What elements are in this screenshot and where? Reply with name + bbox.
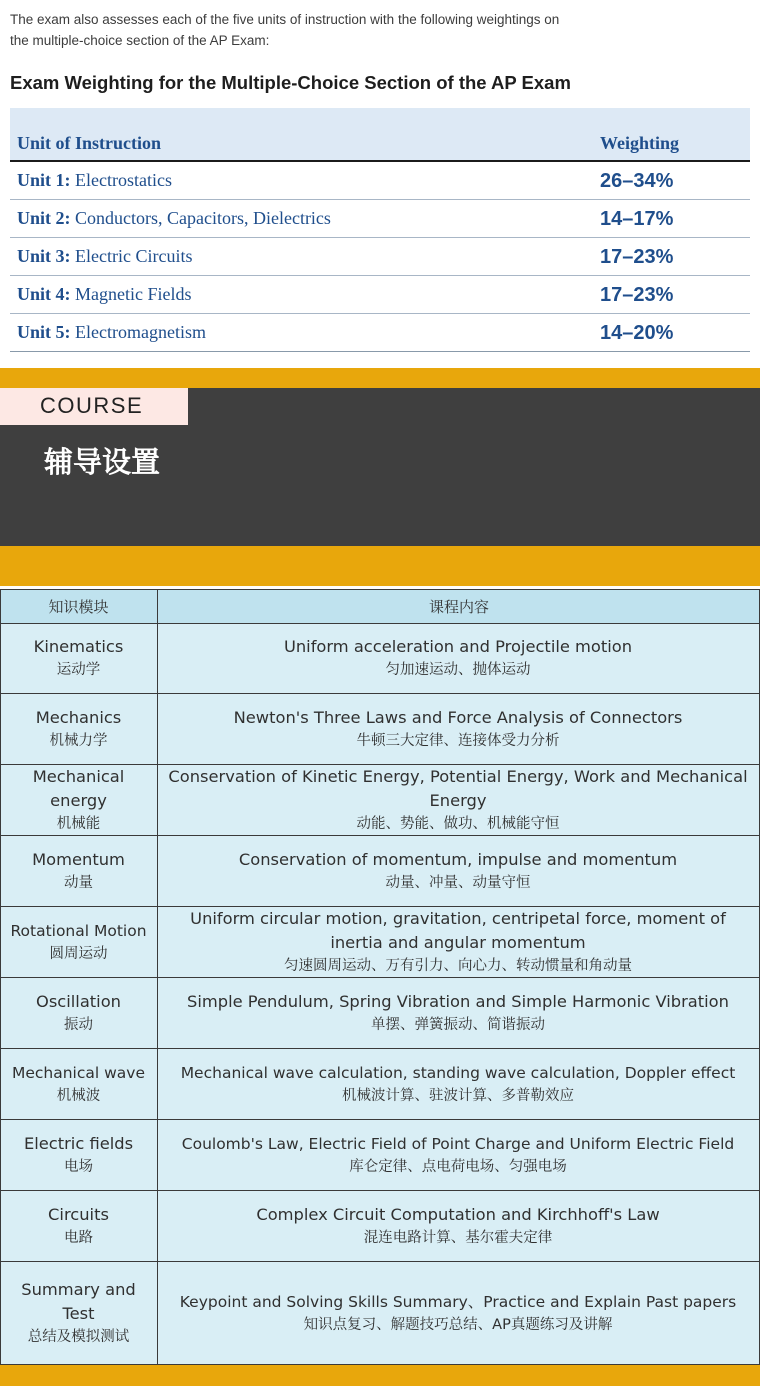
unit-weight: 14–20% (600, 322, 674, 344)
unit-weight: 14–17% (600, 208, 674, 230)
table-row (0, 623, 760, 694)
course-table (0, 589, 760, 1365)
table-row (0, 1049, 760, 1120)
content-zh: 单摆、弹簧振动、简谐振动 (371, 1017, 545, 1033)
accent-stripe (0, 368, 760, 388)
content-zh: 匀加速运动、抛体运动 (385, 662, 531, 678)
course-tag (0, 388, 188, 425)
unit-name: Electric Circuits (75, 246, 193, 266)
weighting-table (10, 108, 750, 352)
exam-intro-text: The exam also assesses each of the five units of instruction with the following weightings on the multiple-choice section of the AP Exam: (10, 12, 560, 48)
table-row (0, 836, 760, 907)
unit-label: Unit 3: (17, 246, 71, 266)
unit-name: Electrostatics (75, 170, 172, 190)
weighting-row (10, 162, 750, 200)
unit-label: Unit 1: (17, 170, 71, 190)
weighting-column-header: Weighting (600, 133, 680, 153)
content-zh: 混连电路计算、基尔霍夫定律 (363, 1230, 553, 1246)
table-row (0, 978, 760, 1049)
module-name-zh: 机械波 (56, 1088, 101, 1104)
unit-name: Magnetic Fields (75, 284, 192, 304)
weighting-row (10, 276, 750, 314)
course-table-header (0, 589, 760, 624)
unit-label: Unit 2: (17, 208, 71, 228)
unit-label: Unit 5: (17, 322, 71, 342)
unit-column-header: Unit of Instruction (17, 133, 162, 153)
module-name-en: Rotational Motion (10, 922, 147, 940)
content-en: Conservation of Kinetic Energy, Potential Energy, Work and Mechanical Energy (168, 767, 748, 810)
unit-label: Unit 4: (17, 284, 71, 304)
content-en: Keypoint and Solving Skills Summary、Practice and Explain Past papers (179, 1293, 737, 1311)
content-zh: 机械波计算、驻波计算、多普勒效应 (342, 1088, 574, 1104)
content-zh: 动量、冲量、动量守恒 (385, 875, 531, 891)
module-column-header: 知识模块 (48, 598, 109, 616)
module-name-en: Mechanical energy (32, 767, 125, 810)
module-name-zh: 机械力学 (49, 733, 108, 749)
table-row (0, 1191, 760, 1262)
content-zh: 匀速圆周运动、万有引力、向心力、转动惯量和角动量 (284, 958, 632, 974)
module-name-en: Momentum (32, 850, 125, 869)
table-row (0, 1120, 760, 1191)
content-en: Simple Pendulum, Spring Vibration and Simple Harmonic Vibration (187, 992, 729, 1011)
content-en: Uniform acceleration and Projectile motion (283, 637, 633, 656)
content-en: Uniform circular motion, gravitation, centripetal force, moment of inertia and angular momentum (190, 909, 726, 952)
content-zh: 动能、势能、做功、机械能守恒 (356, 816, 560, 832)
module-name-zh: 机械能 (56, 816, 101, 832)
table-row (0, 907, 760, 978)
module-name-zh: 电路 (64, 1230, 93, 1246)
module-name-en: Mechanics (35, 708, 122, 727)
unit-name: Conductors, Capacitors, Dielectrics (75, 208, 331, 228)
content-en: Mechanical wave calculation, standing wave calculation, Doppler effect (180, 1064, 736, 1082)
content-en: Conservation of momentum, impulse and momentum (238, 850, 678, 869)
weighting-row (10, 314, 750, 352)
content-en: Newton's Three Laws and Force Analysis of Connectors (233, 708, 683, 727)
exam-weighting-section (0, 0, 760, 368)
module-name-zh: 圆周运动 (49, 946, 108, 962)
content-column-header: 课程内容 (428, 598, 489, 616)
accent-stripe (0, 1365, 760, 1386)
accent-stripe (0, 546, 760, 586)
column-divider (157, 589, 158, 1365)
module-name-zh: 电场 (64, 1159, 93, 1175)
module-name-en: Circuits (48, 1205, 109, 1224)
module-name-zh: 振动 (64, 1017, 93, 1033)
module-name-zh: 动量 (64, 875, 93, 891)
weighting-row (10, 238, 750, 276)
weighting-table-header (10, 108, 750, 162)
module-name-en: Kinematics (33, 637, 124, 656)
table-row (0, 1262, 760, 1364)
content-zh: 牛顿三大定律、连接体受力分析 (356, 733, 560, 749)
table-row (0, 765, 760, 836)
module-name-zh: 总结及模拟测试 (27, 1329, 130, 1345)
module-name-en: Summary and Test (21, 1280, 136, 1323)
content-en: Coulomb's Law, Electric Field of Point Charge and Uniform Electric Field (181, 1135, 735, 1153)
module-name-en: Mechanical wave (11, 1064, 146, 1082)
unit-weight: 26–34% (600, 170, 674, 192)
module-name-zh: 运动学 (56, 662, 101, 678)
unit-name: Electromagnetism (75, 322, 206, 342)
module-name-en: Electric fields (23, 1134, 134, 1153)
course-banner-title: 辅导设置 (44, 445, 161, 479)
module-name-en: Oscillation (36, 992, 121, 1011)
weighting-row (10, 200, 750, 238)
unit-weight: 17–23% (600, 246, 674, 268)
table-row (0, 694, 760, 765)
course-tag-label: COURSE (40, 393, 144, 418)
content-zh: 知识点复习、解题技巧总结、AP真题练习及讲解 (303, 1317, 613, 1333)
content-zh: 库仑定律、点电荷电场、匀强电场 (349, 1159, 567, 1175)
exam-weighting-title: Exam Weighting for the Multiple-Choice Section of the AP Exam (10, 72, 571, 93)
content-en: Complex Circuit Computation and Kirchhoff's Law (256, 1205, 660, 1224)
unit-weight: 17–23% (600, 284, 674, 306)
